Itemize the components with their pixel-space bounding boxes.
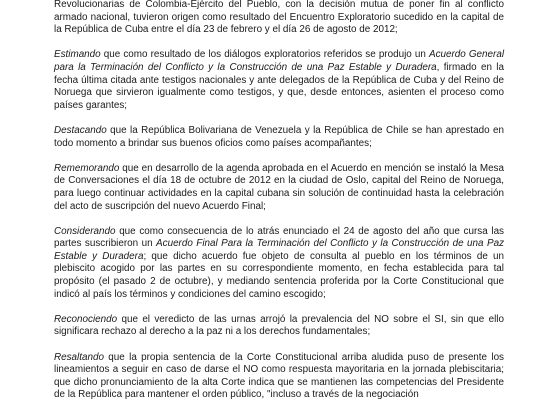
paragraph-1 bbox=[54, 0, 504, 37]
paragraph-rememorando bbox=[54, 163, 504, 213]
paragraph-5-text-end: ; que dicho acuerdo fue objeto de consulta al pueblo en los términos de un plebiscito acogido por las partes en su correspondiente momento, en fecha establecida para tal propósito (el pasado 2 de octubre), y mediando sentencia proferida por la Corte Constitucional que indicó al país los términos y condiciones del camino escogido; bbox=[54, 250, 504, 300]
paragraph-2-text-end: , firmado en la fecha última citada ante testigos nacionales y ante delegados de la República de Cuba y del Reino de Noruega que sirvieron igualmente como testigos, y que, desde entonces, asienten el proceso como países garantes; bbox=[54, 61, 504, 111]
paragraph-5-text: que como consecuencia de lo atrás enunciado el 24 de agosto del año que cursa las partes suscribieron un bbox=[54, 225, 504, 250]
paragraph-estimando bbox=[54, 49, 504, 112]
paragraph-5-lead: Considerando bbox=[54, 225, 116, 237]
paragraph-2-lead: Estimando bbox=[54, 49, 101, 61]
paragraph-3-text: que la República Bolivariana de Venezuela y la República de Chile se han aprestado en todo momento a brindar sus buenos oficios como países acompañantes; bbox=[54, 124, 504, 149]
paragraph-7-text: que la propia sentencia de la Corte Constitucional arriba aludida puso de presente los lineamientos a seguir en caso de darse el NO como respuesta mayoritaria en la jornada plebiscitaria; que dicho pronunciamiento de la alta Corte indica que se mantienen las competencias del Presidente de la República para mantener el orden público, "incluso a través de la negociación bbox=[54, 351, 504, 401]
paragraph-5-agreement-title: Acuerdo Final Para la Terminación del Conflicto y la Construcción de una Paz Estable y Duradera bbox=[54, 238, 505, 262]
paragraph-4-text: que en desarrollo de la agenda aprobada en el Acuerdo en mención se instaló la Mesa de Conversaciones el día 18 de octubre de 2012 en la ciudad de Oslo, capital del Reino de Noruega, para luego continuar actividades en la capital cubana sin solución de continuidad hasta la celebración del acto de suscripción del nuevo Acuerdo Final; bbox=[54, 162, 504, 212]
paragraph-considerando bbox=[54, 226, 504, 302]
paragraph-3-lead: Destacando bbox=[54, 124, 107, 136]
paragraph-6-lead: Reconociendo bbox=[54, 313, 118, 325]
paragraph-reconociendo bbox=[54, 314, 504, 339]
paragraph-destacando bbox=[54, 125, 504, 150]
paragraph-2-text: que como resultado de los diálogos exploratorios referidos se produjo un bbox=[100, 49, 429, 61]
paragraph-7-lead: Resaltando bbox=[54, 351, 104, 363]
paragraph-resaltando bbox=[54, 352, 504, 402]
paragraph-2-agreement-title: Acuerdo General para la Terminación del Conflicto y la Construcción de una Paz Estable y Duradera bbox=[54, 49, 505, 73]
paragraph-4-lead: Rememorando bbox=[54, 162, 120, 174]
paragraph-6-text: que el veredicto de las urnas arrojó la prevalencia del NO sobre el SI, sin que ello significara rechazo al derecho a la paz ni a los derechos fundamentales; bbox=[54, 313, 504, 338]
paragraph-1-text: Revolucionarias de Colombia-Ejército del Pueblo, con la decisión mutua de poner fin al conflicto armado nacional, tuvieron origen como resultado del Encuentro Exploratorio sucedido en la capital de la República de Cuba entre el día 23 de febrero y el día 26 de agosto de 2012; bbox=[54, 0, 504, 36]
